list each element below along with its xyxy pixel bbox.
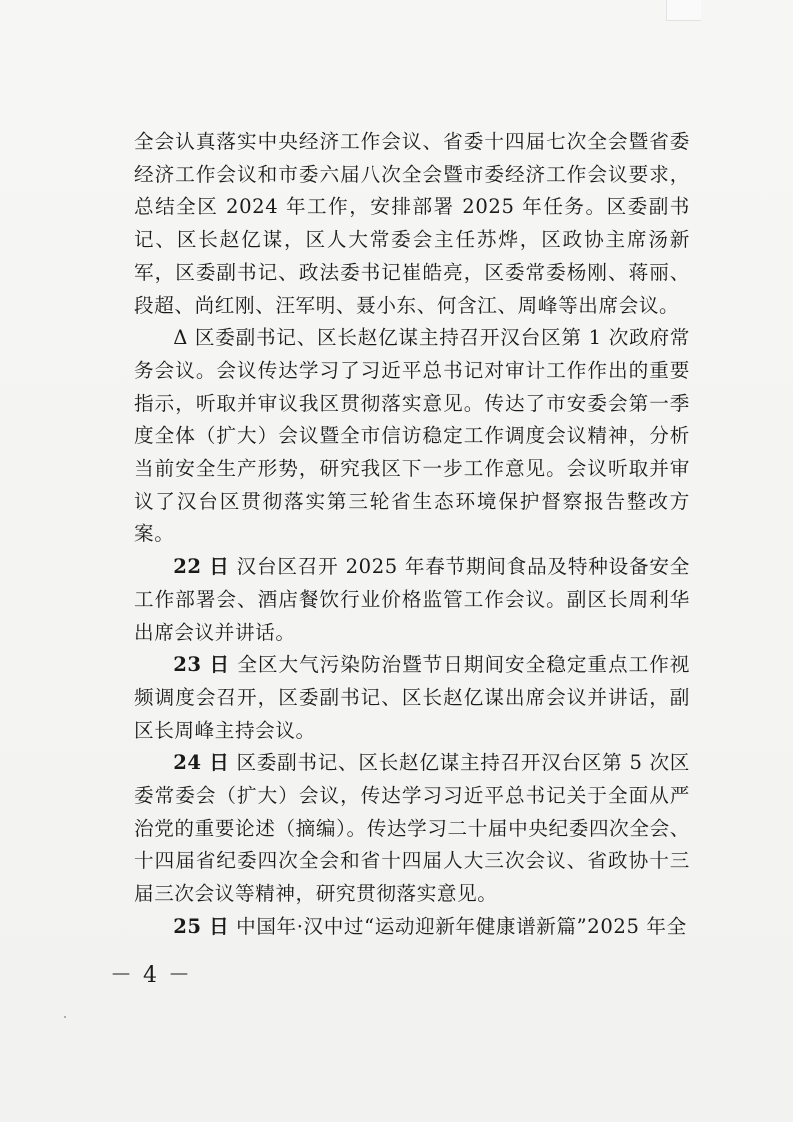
paragraph-text: 全会认真落实中央经济工作会议、省委十四届七次全会暨省委经济工作会议和市委六届八次全会暨市委经济工作会议要求，总结全区 2024 年工作，安排部署 2025 年任务。区委副书记、区长赵亿谋，区人大常委会主任苏烨，区政协主席汤新军，区委副书记、政法委书记崔皓亮，区委常委杨刚、蒋丽、段超、尚红刚、汪军明、聂小东、何含江、周峰等出席会议。 [134, 130, 690, 317]
paragraph-text: 中国年·汉中过“运动迎新年健康谱新篇”2025 年全 [236, 914, 687, 938]
paragraph-text: 全区大气污染防治暨节日期间安全稳定重点工作视频调度会召开，区委副书记、区长赵亿谋出席会议并讲话，副区长周峰主持会议。 [134, 653, 690, 742]
paragraph-text: 汉台区召开 2025 年春节期间食品及特种设备安全工作部署会、酒店餐饮行业价格监管工作会议。副区长周利华出席会议并讲话。 [134, 555, 690, 644]
paragraph-date: 23 日 [173, 653, 231, 677]
paragraph [134, 322, 690, 551]
scan-speck [64, 1016, 66, 1018]
paragraph-date: 22 日 [173, 555, 230, 579]
paragraph [134, 551, 690, 649]
document-body [134, 126, 690, 944]
paragraph-text: Δ 区委副书记、区长赵亿谋主持召开汉台区第 1 次政府常务会议。会议传达学习了习近平总书记对审计工作作出的重要指示，听取并审议我区贯彻落实意见。传达了市安委会第一季度全体（扩大）会议暨全市信访稳定工作调度会议精神，分析当前安全生产形势，研究我区下一步工作意见。会议听取并审议了汉台区贯彻落实第三轮省生态环境保护督察报告整改方案。 [134, 326, 690, 546]
paragraph [134, 911, 690, 944]
paragraph-date: 25 日 [173, 914, 230, 938]
paragraph [134, 126, 690, 322]
page-number: － 4 － [110, 963, 192, 988]
paragraph [134, 747, 690, 911]
paragraph-date: 24 日 [173, 751, 230, 775]
paragraph-text: 区委副书记、区长赵亿谋主持召开汉台区第 5 次区委常委会（扩大）会议，传达学习习近平总书记关于全面从严治党的重要论述（摘编）。传达学习二十届中央纪委四次全会、十四届省纪委四次全会和省十四届人大三次会议、省政协十三届三次会议等精神，研究贯彻落实意见。 [134, 751, 690, 906]
scan-corner-mark [666, 0, 701, 21]
paragraph [134, 649, 690, 747]
